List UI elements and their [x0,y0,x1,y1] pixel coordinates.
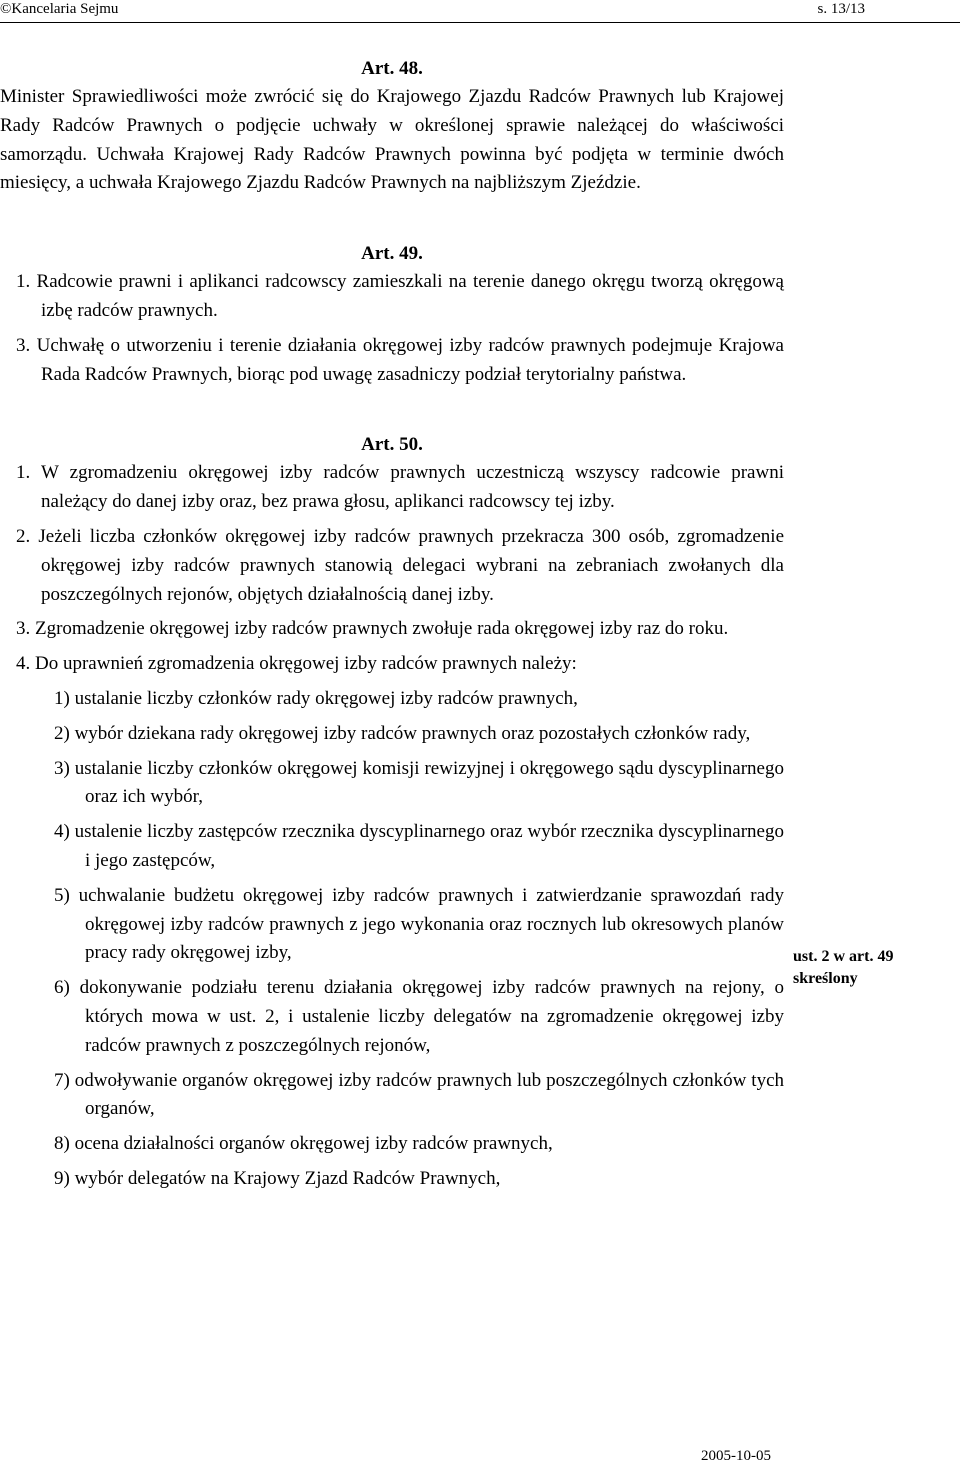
article-48-text: Minister Sprawiedliwości może zwrócić się do Krajowego Zjazdu Radców Prawnych lub Krajowej Rady Radców Prawnych o podjęcie uchwały w określonej sprawie należącej do właściwości samorządu. Uchwała Krajowej Rady Radców Prawnych powinna być podjęta w terminie dwóch miesięcy, a uchwała Krajowego Zjazdu Radców Prawnych na najbliższym Zjeździe. [0,86,784,194]
article-49-ust-3: 3. Uchwałę o utworzeniu i terenie działania okręgowej izby radców prawnych podejmuje Krajowa Rada Radców Prawnych, biorąc pod uwagę zasadniczy podział terytorialny państwa. [16,334,784,385]
document-body [0,55,784,1200]
article-49-title: Art. 49. [361,243,423,265]
article-50-point-1: 1) ustalanie liczby członków rady okręgowej izby radców prawnych, [54,687,578,709]
page-header [0,0,960,23]
copyright-label: ©Kancelaria Sejmu [0,1,119,17]
article-50-ust-4: 4. Do uprawnień zgromadzenia okręgowej izby radców prawnych należy: [16,653,577,675]
margin-note: ust. 2 w art. 49 skreślony [793,948,894,987]
page-number: s. 13/13 [817,1,865,17]
article-50-ust-3: 3. Zgromadzenie okręgowej izby radców prawnych zwołuje rada okręgowej izby raz do roku. [16,618,729,640]
article-50-point-3: 3) ustalanie liczby członków okręgowej komisji rewizyjnej i okręgowego sądu dyscyplinarnego oraz ich wybór, [54,757,784,808]
page-footer-date: 2005-10-05 [701,1448,771,1464]
article-50-point-8: 8) ocena działalności organów okręgowej izby radców prawnych, [54,1133,553,1155]
article-50-point-7: 7) odwoływanie organów okręgowej izby radców prawnych lub poszczególnych członków tych organów, [54,1069,784,1120]
article-50-point-9: 9) wybór delegatów na Krajowy Zjazd Radców Prawnych, [54,1167,501,1189]
article-50-ust-2: 2. Jeżeli liczba członków okręgowej izby radców prawnych przekracza 300 osób, zgromadzenie okręgowej izby radców prawnych stanowią delegaci wybrani na zebraniach zwołanych dla poszczególnych rejonów, objętych działalnością danej izby. [16,525,784,605]
article-48-title: Art. 48. [361,58,423,79]
article-50-ust-1: 1. W zgromadzeniu okręgowej izby radców prawnych uczestniczą wszyscy radcowie prawni należący do danej izby oraz, bez prawa głosu, aplikanci radcowscy tej izby. [16,462,784,513]
article-50-title: Art. 50. [361,434,423,456]
article-50-point-6: 6) dokonywanie podziału terenu działania okręgowej izby radców prawnych na rejony, o których mowa w ust. 2, i ustalenie liczby delegatów na zgromadzenie okręgowej izby radców prawnych z poszczególnych rejonów, [54,977,784,1056]
article-49-ust-1: 1. Radcowie prawni i aplikanci radcowscy zamieszkali na terenie danego okręgu tworzą okręgową izbę radców prawnych. [16,271,784,321]
article-50-point-5: 5) uchwalanie budżetu okręgowej izby radców prawnych i zatwierdzanie sprawozdań rady okręgowej izby radców prawnych z jego wykonania oraz rocznych lub okresowych planów pracy rady okręgowej izby, [54,884,784,964]
article-50-point-4: 4) ustalenie liczby zastępców rzecznika dyscyplinarnego oraz wybór rzecznika dyscyplinarnego i jego zastępców, [54,821,784,871]
article-50-point-2: 2) wybór dziekana rady okręgowej izby radców prawnych oraz pozostałych członków rady, [54,722,751,744]
